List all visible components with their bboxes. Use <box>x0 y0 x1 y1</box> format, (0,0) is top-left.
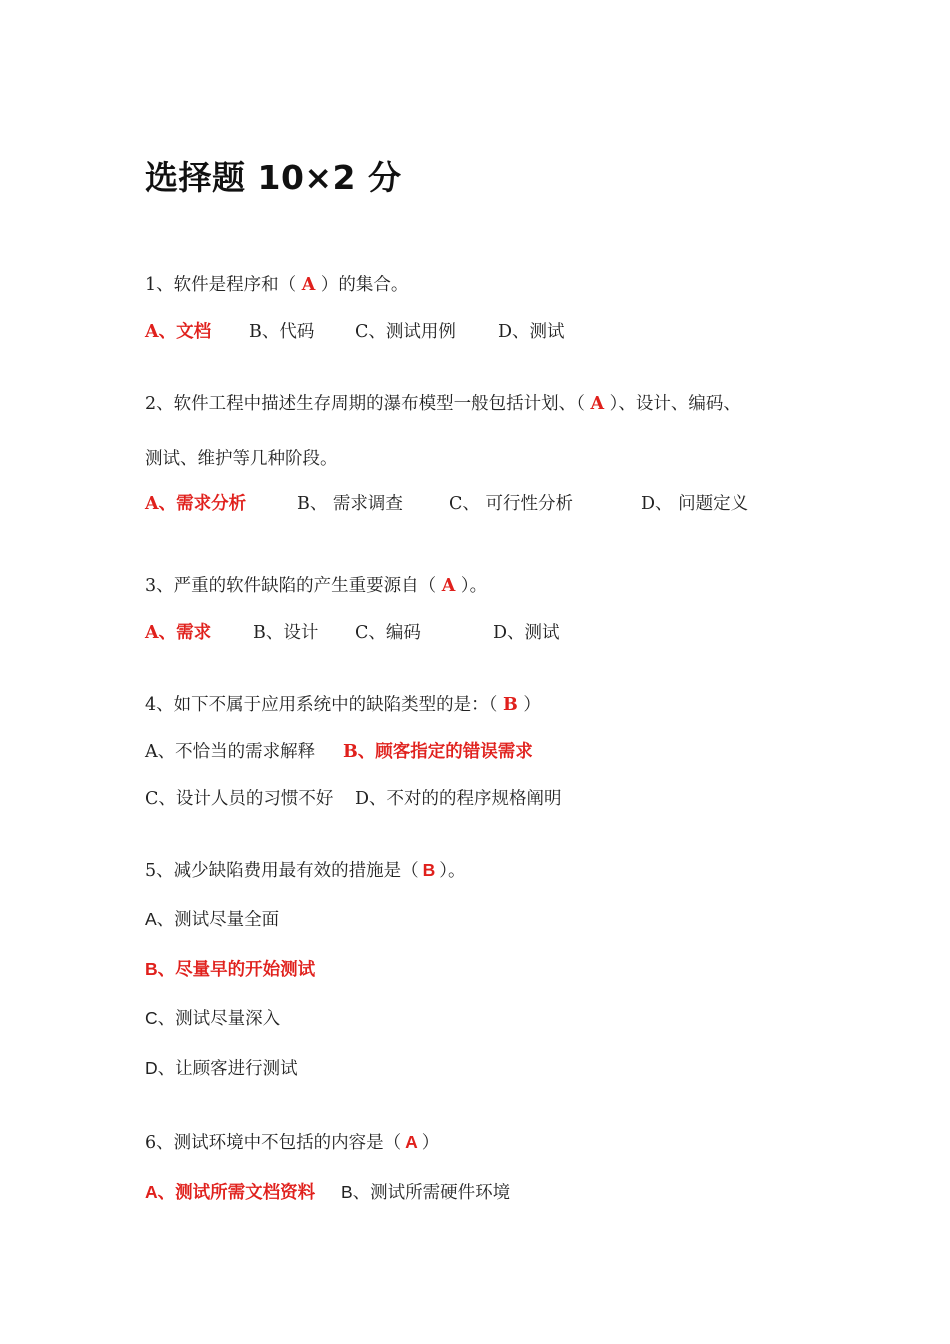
option-c: C、 可行性分析 <box>449 494 573 514</box>
question-5-option-d <box>145 1056 298 1081</box>
option-d: D、测试 <box>493 623 560 643</box>
question-4 <box>145 693 541 717</box>
option-b: B、测试所需硬件环境 <box>341 1182 511 1202</box>
question-1-text: 1、软件是程序和（ <box>145 275 302 295</box>
option-c: C、测试用例 <box>355 322 456 342</box>
option-a: A、测试尽量全面 <box>145 909 280 929</box>
question-4-options-cd <box>145 787 562 811</box>
question-6-text-end: ） <box>421 1133 440 1153</box>
option-a: A、需求 <box>145 623 212 643</box>
option-d: D、 问题定义 <box>641 494 749 514</box>
question-3-options <box>145 621 560 645</box>
question-6-answer: A <box>405 1132 418 1152</box>
question-5-text: 5、减少缺陷费用最有效的措施是（ <box>145 861 419 881</box>
question-4-answer: B <box>502 695 518 715</box>
question-5-option-a <box>145 907 279 932</box>
option-b: B、设计 <box>253 623 319 643</box>
question-2-options <box>145 492 748 516</box>
option-a: A、不恰当的需求解释 <box>145 742 316 762</box>
question-1-text-end: ）的集合。 <box>315 275 409 295</box>
option-c: C、测试尽量深入 <box>145 1008 281 1028</box>
question-2 <box>145 392 741 416</box>
question-5-option-c <box>145 1006 280 1031</box>
question-5-text-end: ）。 <box>439 861 466 881</box>
question-2-text: 2、软件工程中描述生存周期的瀑布模型一般包括计划、（ <box>145 394 591 414</box>
option-b: B、 需求调查 <box>297 494 403 514</box>
page-title: 选择题 10×2 分 <box>145 158 402 197</box>
option-d: D、不对的的程序规格阐明 <box>355 789 562 809</box>
option-a: A、测试所需文档资料 <box>145 1182 316 1202</box>
question-3-answer: A <box>441 576 456 596</box>
question-1 <box>145 273 408 297</box>
option-a: A、需求分析 <box>145 494 247 514</box>
question-6-text: 6、测试环境中不包括的内容是（ <box>145 1133 402 1153</box>
question-2-answer: A <box>590 394 605 414</box>
question-1-answer: A <box>301 275 316 295</box>
option-b: B、尽量早的开始测试 <box>145 959 316 979</box>
question-5 <box>145 858 466 883</box>
question-6 <box>145 1130 439 1155</box>
question-3-text: 3、严重的软件缺陷的产生重要源自（ <box>145 576 442 596</box>
question-4-options-ab <box>145 740 533 764</box>
question-5-option-b <box>145 957 315 982</box>
question-6-options <box>145 1180 510 1205</box>
question-3-text-end: ）。 <box>455 576 488 596</box>
option-c: C、设计人员的习惯不好 <box>145 789 334 809</box>
question-4-text-end: ） <box>517 695 541 715</box>
question-3 <box>145 574 487 598</box>
question-2-text-end: ）、设计、编码、 <box>604 394 741 414</box>
question-4-text: 4、如下不属于应用系统中的缺陷类型的是：（ <box>145 695 503 715</box>
option-a: A、文档 <box>145 322 212 342</box>
question-2-continued: 测试、维护等几种阶段。 <box>145 449 338 469</box>
option-c: C、编码 <box>355 623 421 643</box>
option-b: B、顾客指定的错误需求 <box>343 742 533 762</box>
option-b: B、代码 <box>249 322 315 342</box>
option-d: D、让顾客进行测试 <box>145 1058 298 1078</box>
option-d: D、测试 <box>498 322 565 342</box>
question-5-answer: B <box>422 860 436 880</box>
question-1-options <box>145 320 565 344</box>
